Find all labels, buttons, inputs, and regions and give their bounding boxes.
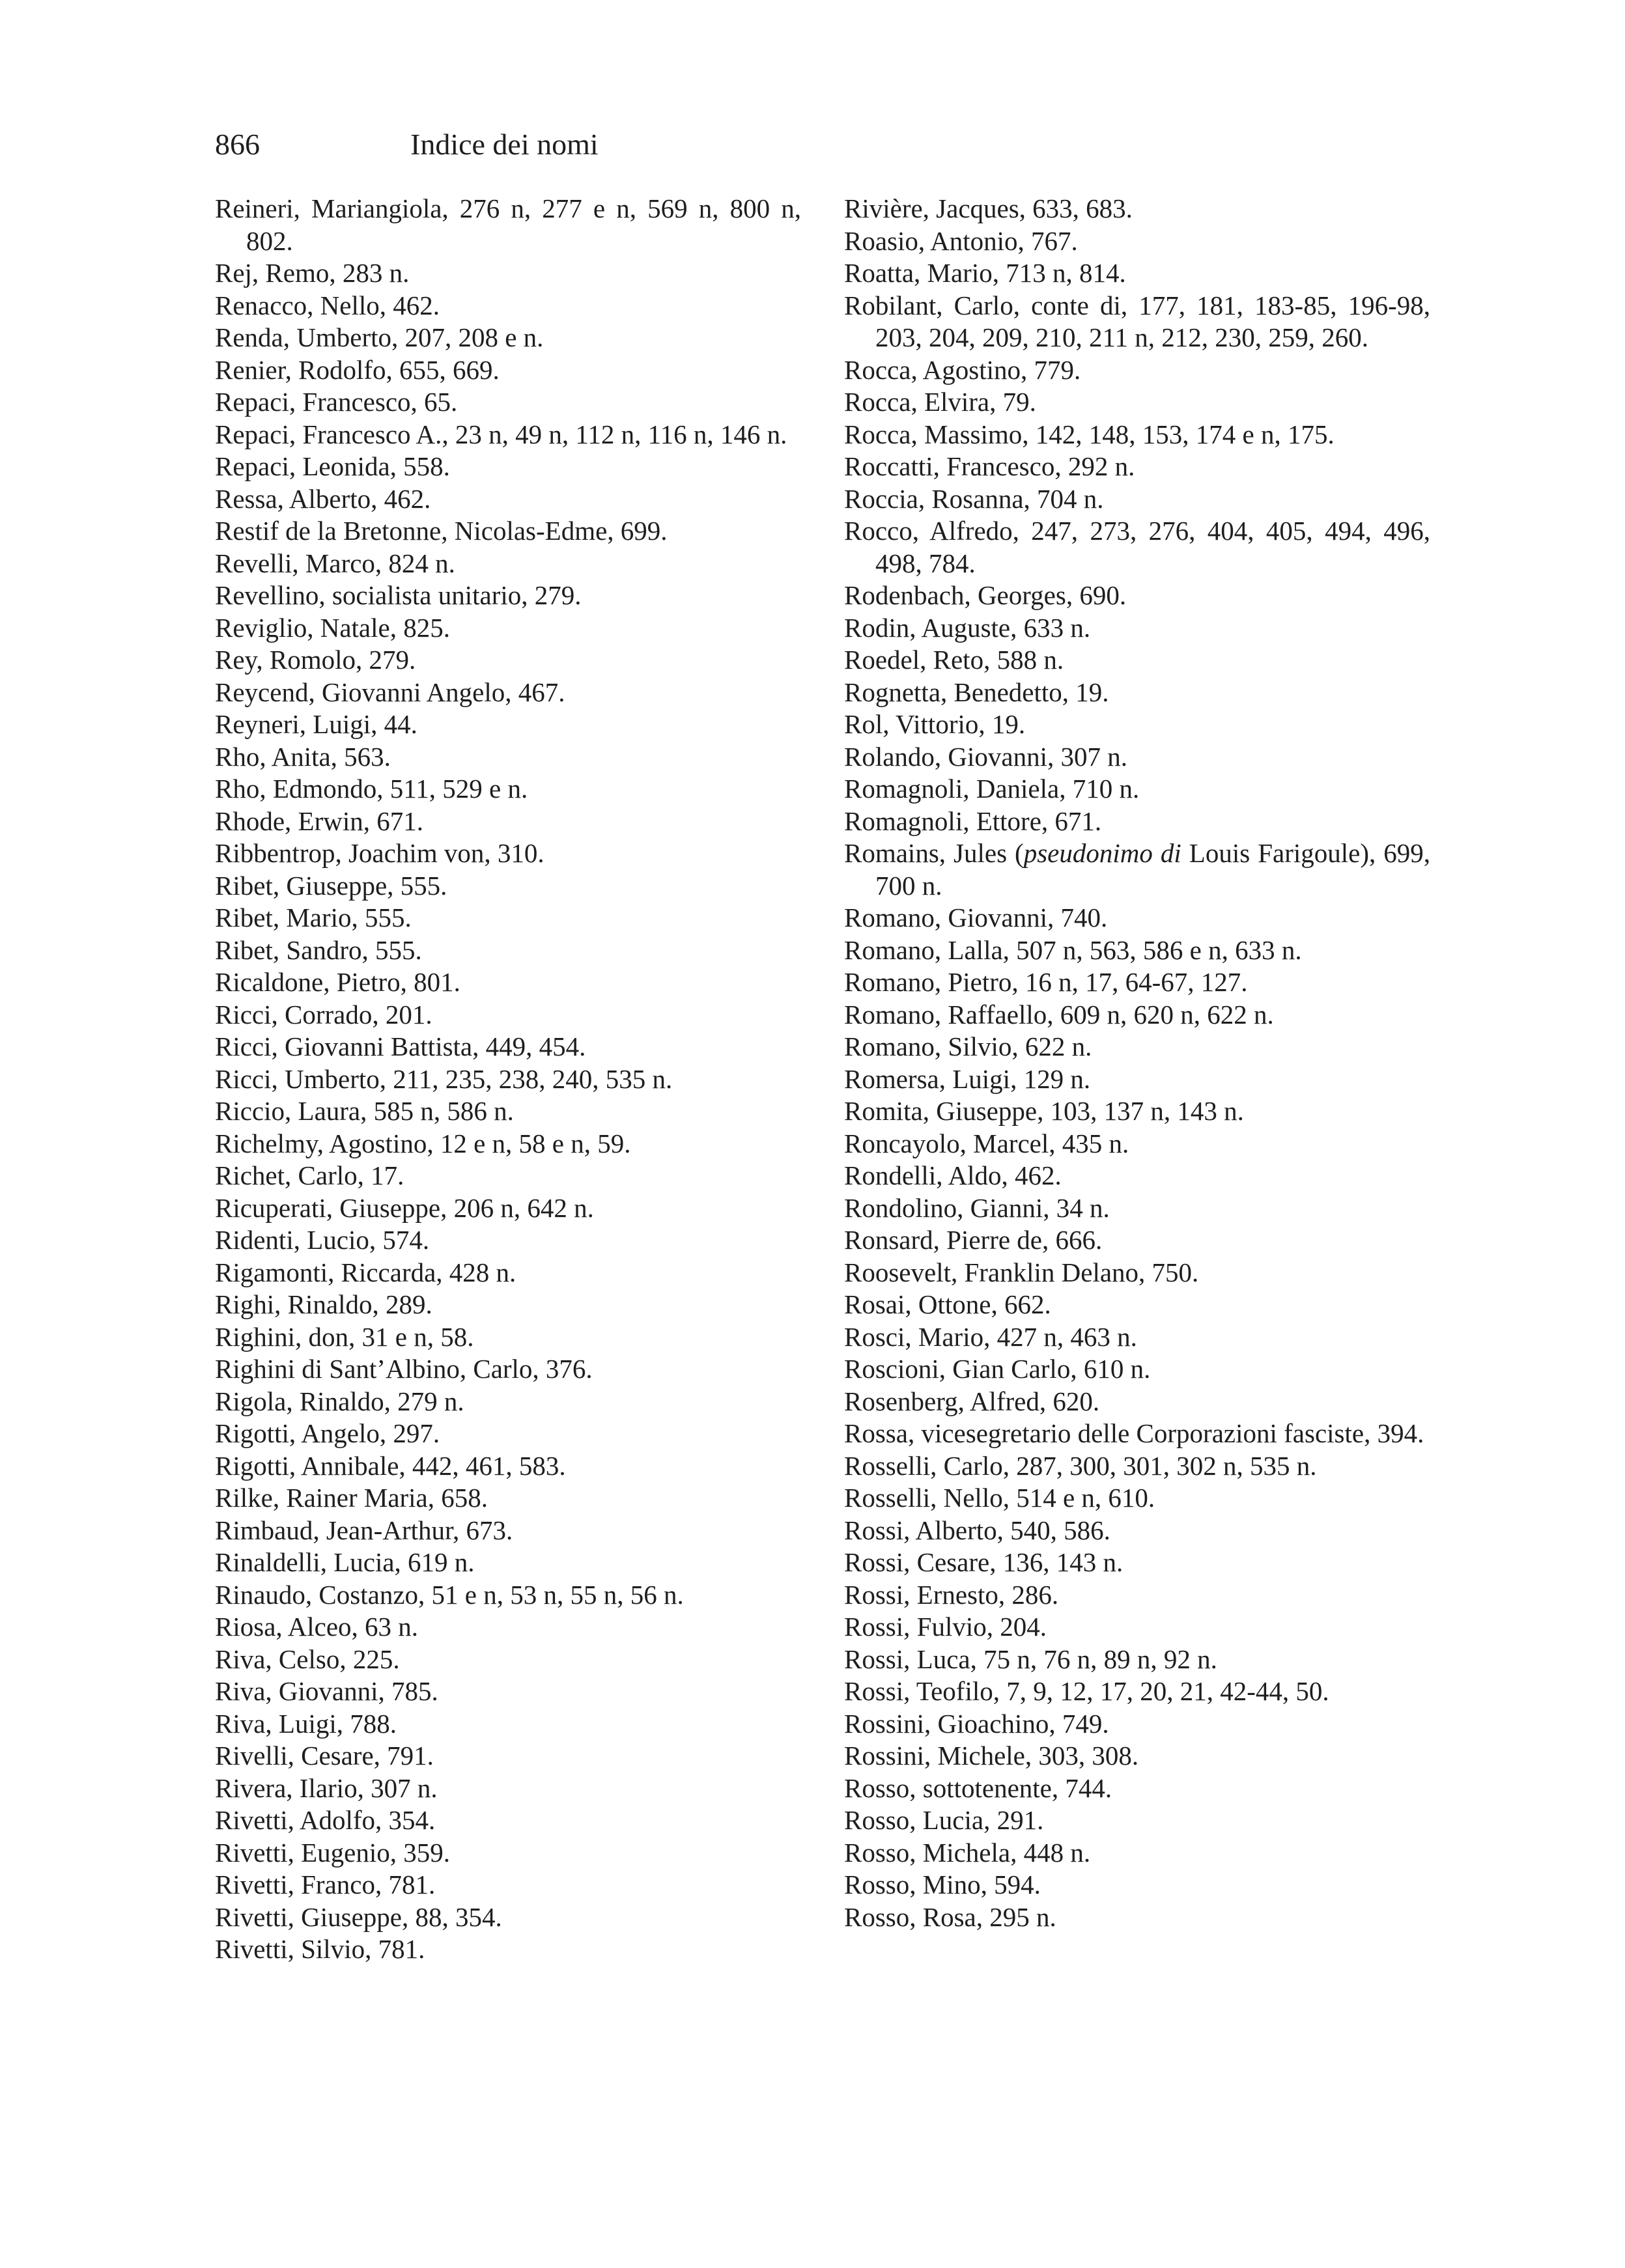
index-entry: Romagnoli, Daniela, 710 n.	[844, 774, 1140, 804]
index-entry: Rossa, vicesegretario delle Corporazioni fasciste, 394.	[844, 1418, 1424, 1448]
index-entry: Renda, Umberto, 207, 208 e n.	[215, 322, 544, 352]
index-entry: Romano, Lalla, 507 n, 563, 586 e n, 633 n.	[844, 934, 1302, 965]
index-entry: Rosso, Mino, 594.	[844, 1869, 1041, 1899]
index-entry: Roccia, Rosanna, 704 n.	[844, 483, 1104, 514]
index-entry: Righini, don, 31 e n, 58.	[215, 1321, 474, 1352]
index-entry: Rivera, Ilario, 307 n.	[215, 1772, 438, 1803]
index-entry: Rivière, Jacques, 633, 683.	[844, 193, 1133, 223]
entry-text: Romains, Jules (	[844, 838, 1024, 868]
index-entry: Ricci, Giovanni Battista, 449, 454.	[215, 1031, 586, 1061]
page-number: 866	[215, 128, 260, 161]
index-entry: Reviglio, Natale, 825.	[215, 612, 450, 643]
index-entry: Richelmy, Agostino, 12 e n, 58 e n, 59.	[215, 1128, 631, 1158]
index-entry: Rol, Vittorio, 19.	[844, 709, 1026, 739]
index-entry: Revelli, Marco, 824 n.	[215, 548, 455, 578]
index-entry: Rosso, Michela, 448 n.	[844, 1837, 1091, 1868]
index-entry: Rosai, Ottone, 662.	[844, 1289, 1051, 1319]
index-column-right	[844, 193, 1430, 1933]
entry-italic-note: pseudonimo di	[1023, 838, 1181, 868]
index-entry: Rivelli, Cesare, 791.	[215, 1741, 434, 1771]
index-entry: Rossi, Ernesto, 286.	[844, 1579, 1059, 1610]
index-entry: Romita, Giuseppe, 103, 137 n, 143 n.	[844, 1096, 1244, 1126]
index-entry: Repaci, Leonida, 558.	[215, 451, 450, 481]
index-entry: Rigotti, Annibale, 442, 461, 583.	[215, 1450, 566, 1481]
index-entry: Rognetta, Benedetto, 19.	[844, 677, 1109, 707]
index-entry: Rho, Anita, 563.	[215, 741, 391, 772]
index-entry: Rivetti, Giuseppe, 88, 354.	[215, 1901, 502, 1932]
index-entry: Reineri, Mariangiola, 276 n, 277 e n, 569 n, 800 n, 802.	[215, 193, 801, 256]
index-entry: Rodenbach, Georges, 690.	[844, 580, 1127, 610]
index-entry: Ricci, Corrado, 201.	[215, 999, 432, 1029]
index-entry: Rocca, Massimo, 142, 148, 153, 174 e n, 175.	[844, 419, 1335, 449]
index-entry: Rosso, sottotenente, 744.	[844, 1772, 1112, 1803]
index-entry: Rosso, Lucia, 291.	[844, 1805, 1044, 1835]
index-entry: Ricaldone, Pietro, 801.	[215, 967, 460, 997]
index-entry: Reyneri, Luigi, 44.	[215, 709, 417, 739]
index-entry: Rigamonti, Riccarda, 428 n.	[215, 1257, 516, 1287]
index-entry: Rosso, Rosa, 295 n.	[844, 1901, 1056, 1932]
index-entry: Rossi, Alberto, 540, 586.	[844, 1515, 1110, 1545]
index-entry: Righini di Sant’Albino, Carlo, 376.	[215, 1354, 593, 1384]
index-entry: Righi, Rinaldo, 289.	[215, 1289, 432, 1319]
index-entry: Rosselli, Carlo, 287, 300, 301, 302 n, 535 n.	[844, 1450, 1317, 1481]
index-entry: Riva, Giovanni, 785.	[215, 1676, 438, 1706]
index-column-left	[215, 193, 801, 1966]
index-entry: Ridenti, Lucio, 574.	[215, 1225, 430, 1255]
index-entry: Roscioni, Gian Carlo, 610 n.	[844, 1354, 1151, 1384]
index-entry: Rocca, Elvira, 79.	[844, 387, 1036, 417]
index-entry	[844, 837, 1430, 902]
index-entry: Rigotti, Angelo, 297.	[215, 1418, 440, 1448]
index-entry: Renier, Rodolfo, 655, 669.	[215, 354, 500, 385]
index-entry: Ricci, Umberto, 211, 235, 238, 240, 535 n.	[215, 1063, 673, 1094]
running-title: Indice dei nomi	[410, 128, 599, 161]
index-entry: Romano, Raffaello, 609 n, 620 n, 622 n.	[844, 999, 1274, 1029]
index-entry: Romagnoli, Ettore, 671.	[844, 805, 1102, 836]
index-entry: Rivetti, Eugenio, 359.	[215, 1837, 450, 1868]
index-entry: Romano, Pietro, 16 n, 17, 64-67, 127.	[844, 967, 1248, 997]
index-entry: Riosa, Alceo, 63 n.	[215, 1612, 419, 1642]
index-entry: Rosselli, Nello, 514 e n, 610.	[844, 1483, 1155, 1513]
index-entry: Rocco, Alfredo, 247, 273, 276, 404, 405, 494, 496, 498, 784.	[844, 516, 1430, 578]
index-entry: Rilke, Rainer Maria, 658.	[215, 1483, 488, 1513]
index-entry: Ribet, Giuseppe, 555.	[215, 870, 447, 901]
index-entry: Ricuperati, Giuseppe, 206 n, 642 n.	[215, 1192, 594, 1223]
index-entry: Romano, Silvio, 622 n.	[844, 1031, 1092, 1061]
index-entry: Roedel, Reto, 588 n.	[844, 645, 1064, 675]
index-entry: Rossi, Cesare, 136, 143 n.	[844, 1547, 1123, 1577]
index-entry: Renacco, Nello, 462.	[215, 290, 440, 320]
index-entry: Roosevelt, Franklin Delano, 750.	[844, 1257, 1199, 1287]
index-entry: Riva, Celso, 225.	[215, 1644, 400, 1674]
index-entry: Rocca, Agostino, 779.	[844, 354, 1081, 385]
index-entry: Rivetti, Franco, 781.	[215, 1869, 436, 1899]
index-entry: Ronsard, Pierre de, 666.	[844, 1225, 1103, 1255]
index-entry: Rinaudo, Costanzo, 51 e n, 53 n, 55 n, 56 n.	[215, 1579, 684, 1610]
index-entry: Robilant, Carlo, conte di, 177, 181, 183-85, 196-98, 203, 204, 209, 210, 211 n, 212, 230, 259, 260.	[844, 290, 1430, 352]
index-entry: Rey, Romolo, 279.	[215, 645, 416, 675]
index-entry: Rossini, Michele, 303, 308.	[844, 1741, 1139, 1771]
index-entry: Ribet, Mario, 555.	[215, 903, 412, 932]
index-entry: Rinaldelli, Lucia, 619 n.	[215, 1547, 475, 1577]
index-entry: Revellino, socialista unitario, 279.	[215, 580, 582, 610]
index-entry: Riccio, Laura, 585 n, 586 n.	[215, 1096, 514, 1126]
index-entry: Rho, Edmondo, 511, 529 e n.	[215, 774, 528, 804]
index-entry: Rivetti, Adolfo, 354.	[215, 1805, 436, 1835]
index-entry: Reycend, Giovanni Angelo, 467.	[215, 677, 565, 707]
index-entry: Repaci, Francesco, 65.	[215, 387, 458, 417]
index-entry: Rej, Remo, 283 n.	[215, 258, 410, 288]
index-entry: Repaci, Francesco A., 23 n, 49 n, 112 n, 116 n, 146 n.	[215, 419, 787, 449]
index-entry: Rivetti, Silvio, 781.	[215, 1934, 425, 1964]
entry-text: Louis Farigoule), 699, 700 n.	[875, 838, 1430, 901]
index-entry: Rossi, Luca, 75 n, 76 n, 89 n, 92 n.	[844, 1644, 1217, 1674]
index-entry: Rodin, Auguste, 633 n.	[844, 612, 1091, 643]
index-entry: Romano, Giovanni, 740.	[844, 903, 1108, 932]
index-entry: Restif de la Bretonne, Nicolas-Edme, 699.	[215, 516, 668, 546]
index-entry: Rimbaud, Jean-Arthur, 673.	[215, 1515, 513, 1545]
index-entry: Rhode, Erwin, 671.	[215, 805, 423, 836]
index-entry: Rossi, Teofilo, 7, 9, 12, 17, 20, 21, 42-44, 50.	[844, 1676, 1329, 1706]
index-entry: Rossi, Fulvio, 204.	[844, 1612, 1047, 1642]
page-header	[215, 125, 599, 164]
index-entry: Roatta, Mario, 713 n, 814.	[844, 258, 1126, 288]
index-entry: Ribbentrop, Joachim von, 310.	[215, 838, 544, 868]
index-entry: Rondolino, Gianni, 34 n.	[844, 1192, 1110, 1223]
index-entry: Ribet, Sandro, 555.	[215, 934, 422, 965]
index-entry: Riva, Luigi, 788.	[215, 1708, 397, 1739]
index-entry: Ressa, Alberto, 462.	[215, 483, 431, 514]
index-entry: Rossini, Gioachino, 749.	[844, 1708, 1109, 1739]
index-entry: Rosenberg, Alfred, 620.	[844, 1386, 1100, 1416]
index-entry: Rosci, Mario, 427 n, 463 n.	[844, 1321, 1137, 1352]
index-entry: Rondelli, Aldo, 462.	[844, 1160, 1062, 1190]
index-entry: Roasio, Antonio, 767.	[844, 225, 1078, 256]
index-entry: Rigola, Rinaldo, 279 n.	[215, 1386, 464, 1416]
index-entry: Rolando, Giovanni, 307 n.	[844, 741, 1128, 772]
index-entry: Roccatti, Francesco, 292 n.	[844, 451, 1135, 481]
index-entry: Roncayolo, Marcel, 435 n.	[844, 1128, 1129, 1158]
index-entry: Romersa, Luigi, 129 n.	[844, 1063, 1091, 1094]
index-entry: Richet, Carlo, 17.	[215, 1160, 404, 1190]
